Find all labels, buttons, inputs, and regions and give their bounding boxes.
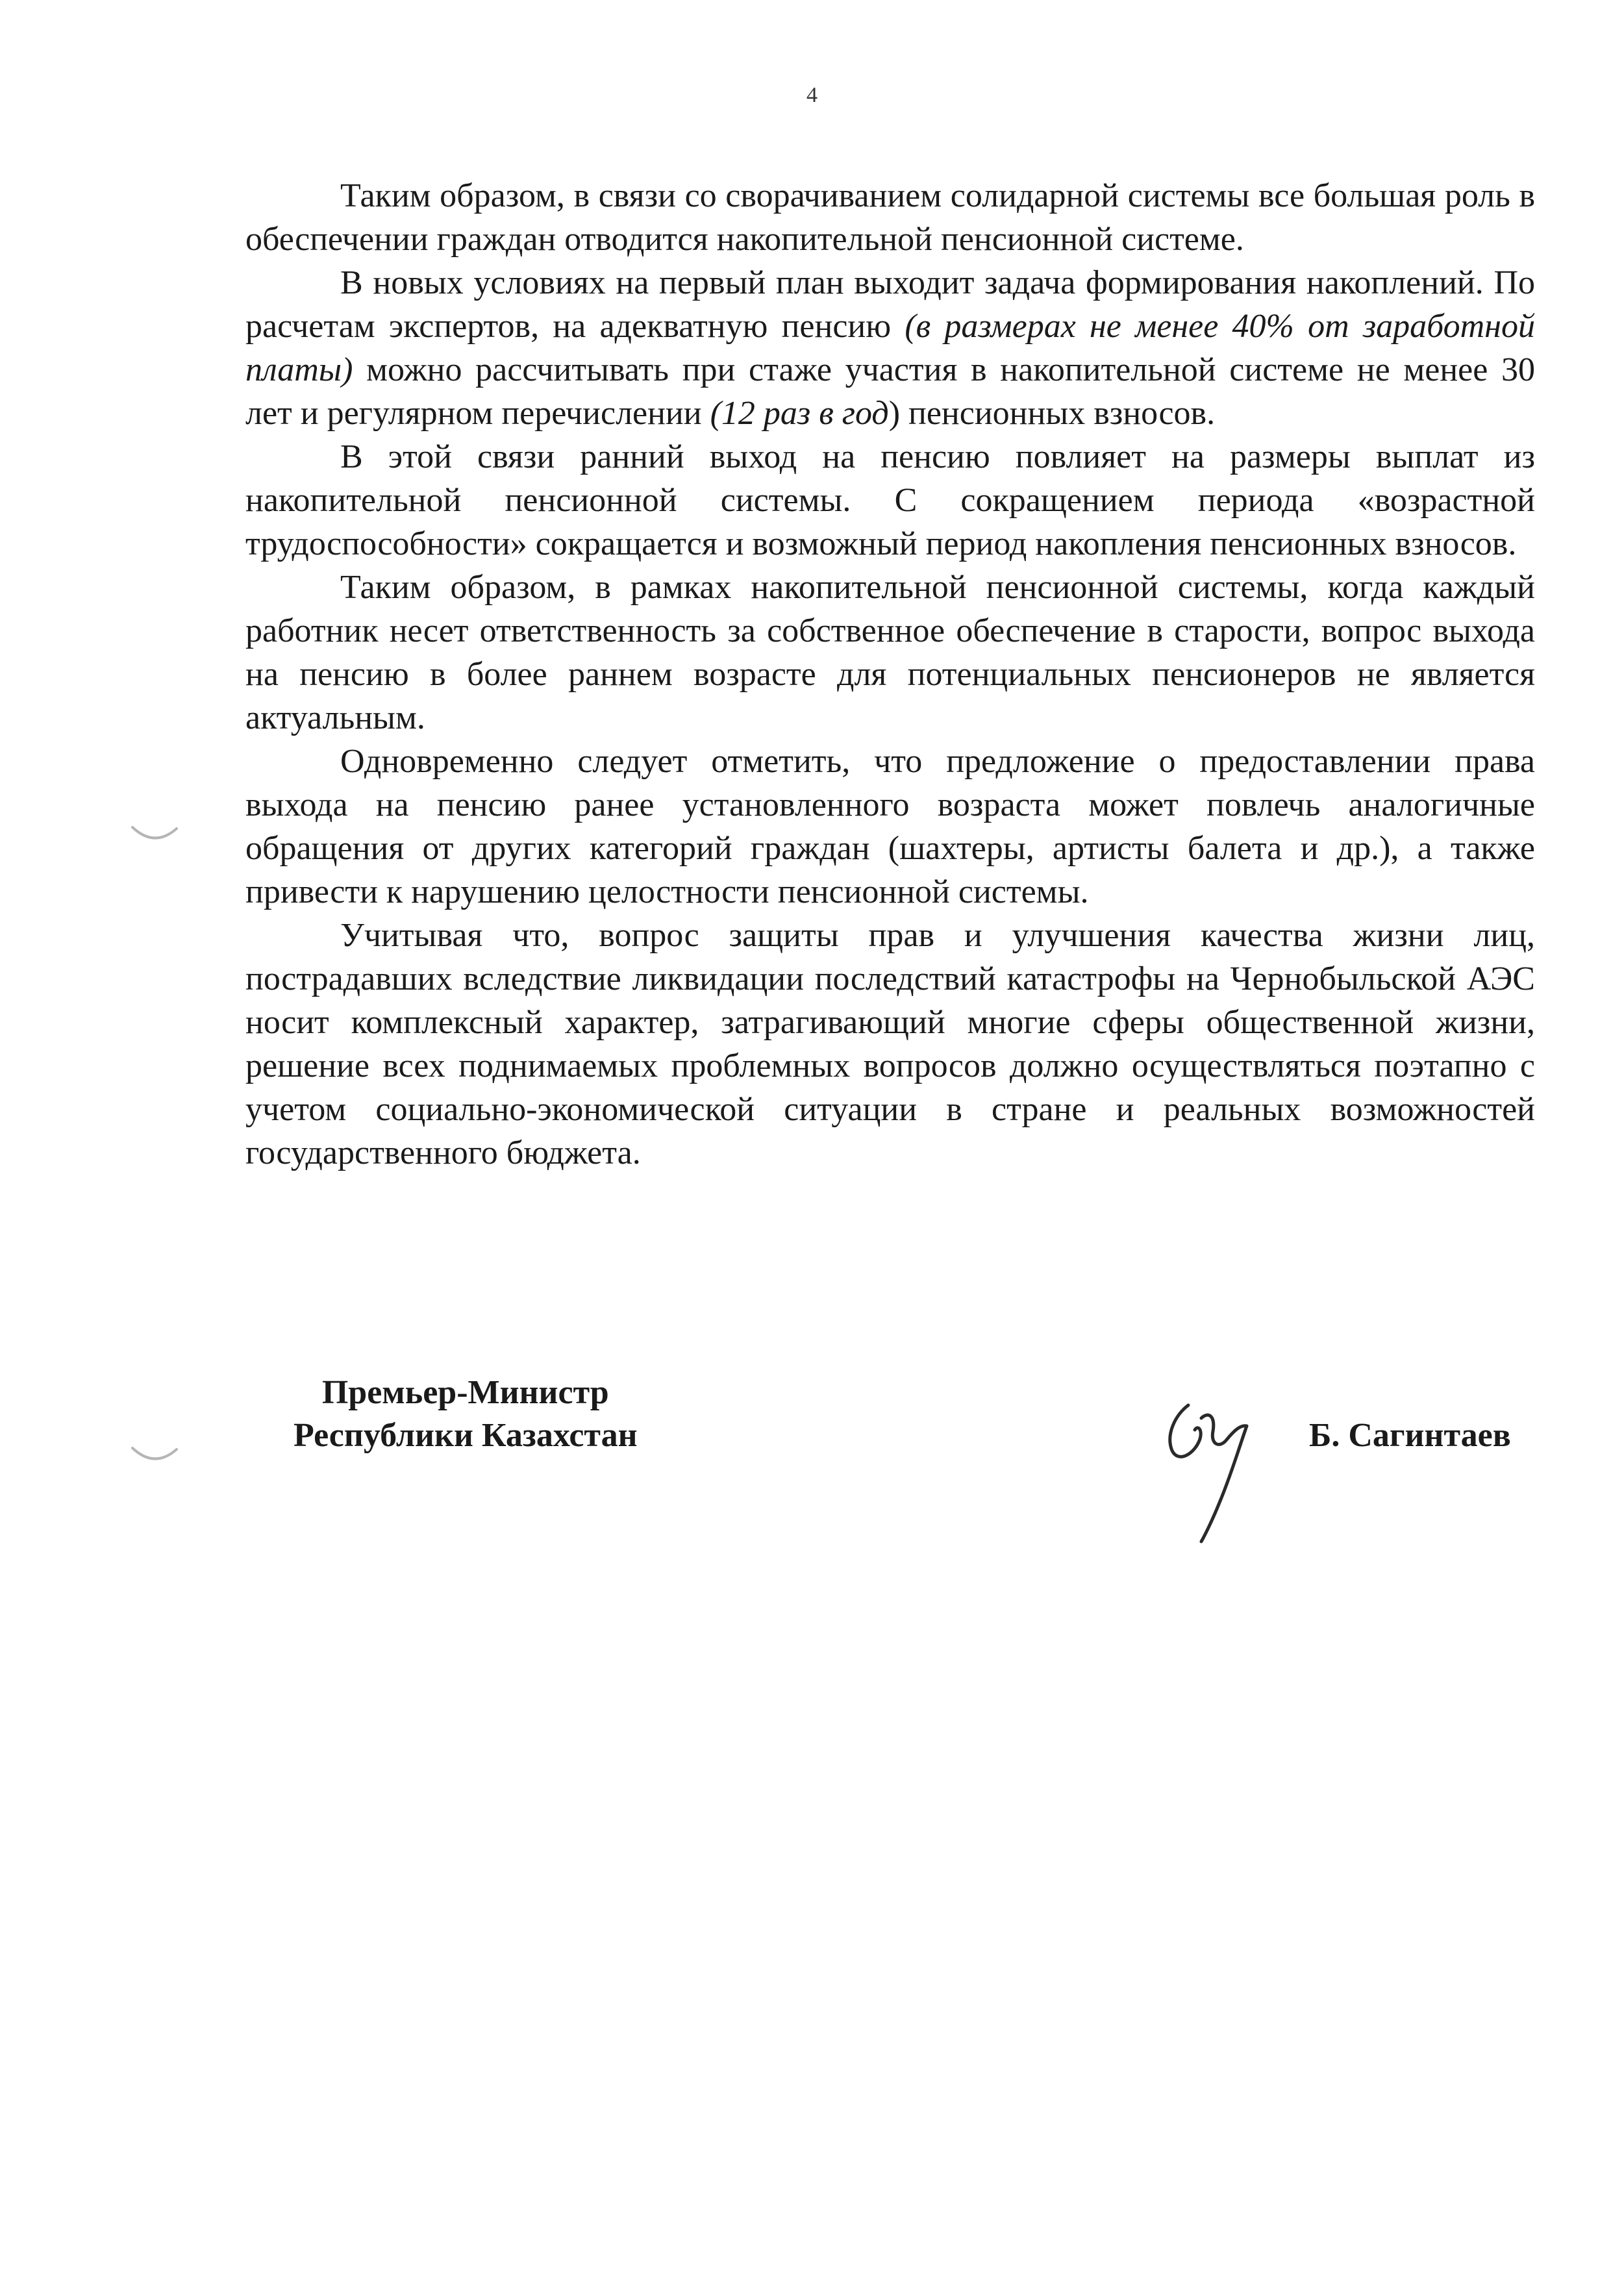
punch-hole-mark bbox=[129, 822, 181, 848]
signatory-title-line2: Республики Казахстан bbox=[294, 1417, 638, 1454]
handwritten-signature bbox=[1143, 1379, 1292, 1548]
page-number: 4 bbox=[806, 83, 818, 107]
signatory-name: Б. Сагинтаев bbox=[1309, 1417, 1511, 1454]
paragraph-text: В этой связи ранний выход на пенсию повлияет на размеры выплат из накопительной пенсионной системы. С сокращением периода «возрастной трудоспособности» сокращается и возможный период накопления пенсионных взносов. bbox=[245, 438, 1535, 562]
document-body bbox=[245, 174, 1535, 1175]
paragraph-text: Учитывая что, вопрос защиты прав и улучшения качества жизни лиц, пострадавших вследствие ликвидации последствий катастрофы на Чернобыльской АЭС носит комплексный характер, затрагивающий многие сферы общественной жизни, решение всех поднимаемых проблемных вопросов должно осуществляться поэтапно с учетом социально-экономической ситуации в стране и реальных возможностей государственного бюджета. bbox=[245, 917, 1535, 1171]
paragraph-text: Таким образом, в рамках накопительной пенсионной системы, когда каждый работник несет ответственность за собственное обеспечение в старости, вопрос выхода на пенсию в более раннем возрасте для потенциальных пенсионеров не является актуальным. bbox=[245, 569, 1535, 736]
signatory-title-line1: Премьер-Министр bbox=[321, 1374, 609, 1411]
punch-hole-mark bbox=[129, 1443, 181, 1469]
paragraph bbox=[245, 914, 1535, 1175]
paragraph-italic-text: (в размерах не менее 40% от заработной платы) bbox=[245, 308, 1535, 388]
paragraph bbox=[245, 566, 1535, 740]
signatory-title bbox=[294, 1371, 638, 1457]
paragraph-text: ) пенсионных взносов. bbox=[888, 395, 1216, 432]
paragraph bbox=[245, 740, 1535, 914]
paragraph-text: В новых условиях на первый план выходит задача формирования накоплений. По расчетам экспертов, на адекватную пенсию bbox=[245, 264, 1535, 345]
paragraph bbox=[245, 435, 1535, 566]
paragraph bbox=[245, 174, 1535, 261]
paragraph-text: можно рассчитывать при стаже участия в накопительной системе не менее 30 лет и регулярном перечислении bbox=[245, 351, 1535, 432]
paragraph-italic-text: (12 раз в год bbox=[710, 395, 889, 432]
paragraph bbox=[245, 261, 1535, 435]
paragraph-text: Одновременно следует отметить, что предложение о предоставлении права выхода на пенсию ранее установленного возраста может повлечь аналогичные обращения от других категорий граждан (шахтеры, артисты балета и др.), а также привести к нарушению целостности пенсионной системы. bbox=[245, 743, 1535, 910]
paragraph-text: Таким образом, в связи со сворачиванием солидарной системы все большая роль в обеспечении граждан отводится накопительной пенсионной системе. bbox=[245, 177, 1535, 258]
